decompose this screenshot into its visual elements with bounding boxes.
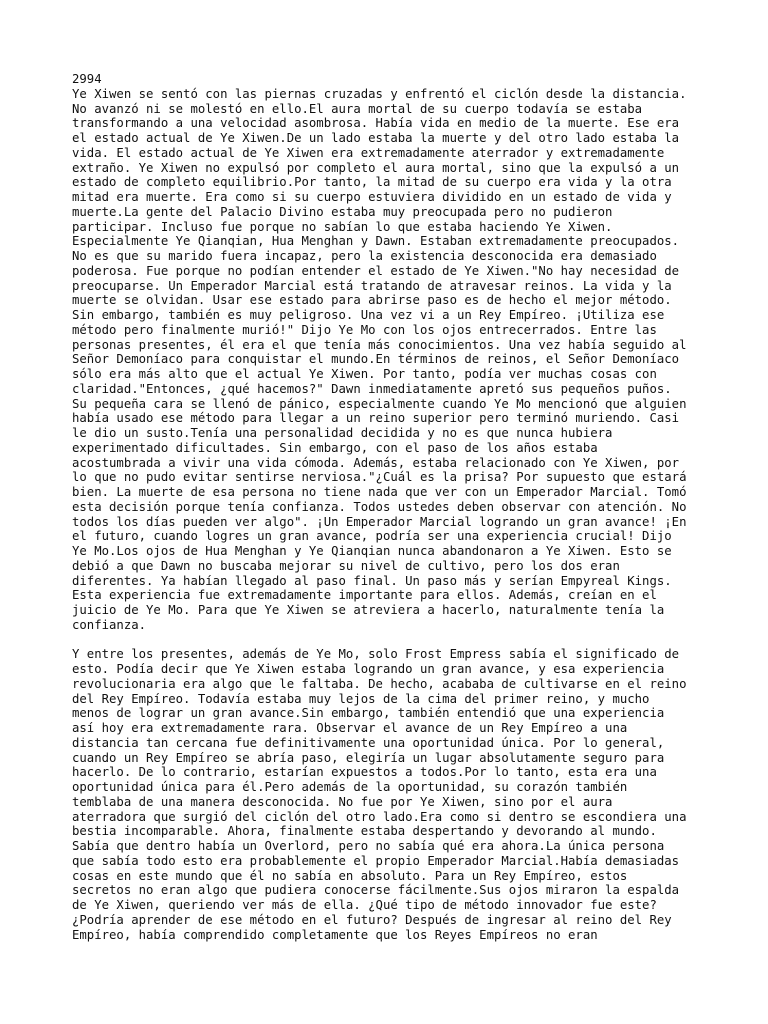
paragraph-spacer [72, 633, 712, 648]
text-line: había usado ese método para llegar a un reino superior pero terminó muriendo. Casi [72, 411, 680, 426]
text-line: ¿Podría aprender de ese método en el futuro? Después de ingresar al reino del Rey [72, 912, 672, 927]
text-line: muerte.La gente del Palacio Divino estaba muy preocupada pero no pudieron [72, 204, 613, 219]
text-line: vida. El estado actual de Ye Xiwen era extremadamente aterrador y extremadamente [72, 145, 665, 160]
text-line: que sabía todo esto era probablemente el propio Emperador Marcial.Había demasiadas [72, 853, 680, 868]
text-line: Especialmente Ye Qianqian, Hua Menghan y Dawn. Estaban extremadamente preocupados. [72, 234, 680, 249]
text-line: muerte se olvidan. Usar ese estado para abrirse paso es de hecho el mejor método. [72, 293, 672, 308]
text-line: debió a que Dawn no buscaba mejorar su nivel de cultivo, pero los dos eran [72, 558, 620, 573]
text-line: cuando un Rey Empíreo se abría paso, elegiría un lugar absolutamente seguro para [72, 750, 665, 765]
text-line: distancia tan cercana fue definitivamente una oportunidad única. Por lo general, [72, 735, 665, 750]
text-line: personas presentes, él era el que tenía más conocimientos. Una vez había seguido al [72, 337, 687, 352]
text-line: esta decisión porque tenía confianza. Todos ustedes deben observar con atención. No [72, 499, 687, 514]
text-line: Empíreo, había comprendido completamente que los Reyes Empíreos no eran [72, 927, 598, 942]
text-line: revolucionaria era algo que le faltaba. De hecho, acababa de cultivarse en el reino [72, 676, 687, 691]
text-line: del Rey Empíreo. Todavía estaba muy lejos de la cima del primer reino, y mucho [72, 691, 650, 706]
page-number: 2994 [72, 72, 102, 86]
text-line: experimentado dificultades. Sin embargo, con el paso de los años estaba [72, 440, 598, 455]
text-line: Esta experiencia fue extremadamente importante para ellos. Además, creían en el [72, 588, 657, 603]
text-line: esto. Podía decir que Ye Xiwen estaba logrando un gran avance, y esa experiencia [72, 662, 665, 676]
text-line: No avanzó ni se molestó en ello.El aura mortal de su cuerpo todavía se estaba [72, 101, 643, 116]
text-line: lo que no pudo evitar sentirse nerviosa."¿Cuál es la prisa? Por supuesto que estará [72, 470, 687, 485]
text-line: bien. La muerte de esa persona no tiene nada que ver con un Emperador Marcial. Tomó [72, 485, 687, 499]
text-line: temblaba de una manera desconocida. No fue por Ye Xiwen, sino por el aura [72, 794, 613, 809]
text-line: claridad."Entonces, ¿qué hacemos?" Dawn inmediatamente apretó sus pequeños puños. [72, 381, 672, 396]
text-line: método pero finalmente murió!" Dijo Ye Mo con los ojos entrecerrados. Entre las [72, 322, 657, 337]
text-line: cosas en este mundo que él no sabía en absoluto. Para un Rey Empíreo, estos [72, 868, 628, 883]
document-body [72, 87, 712, 943]
text-line: extraño. Ye Xiwen no expulsó por completo el aura mortal, sino que la expulsó a un [72, 160, 680, 175]
text-line: juicio de Ye Mo. Para que Ye Xiwen se atreviera a hacerlo, naturalmente tenía la [72, 603, 665, 617]
text-line: así hoy era extremadamente rara. Observar el avance de un Rey Empíreo a una [72, 721, 628, 735]
text-line: acostumbrada a vivir una vida cómoda. Además, estaba relacionado con Ye Xiwen, por [72, 455, 680, 470]
paragraph [72, 87, 712, 633]
text-line: Ye Mo.Los ojos de Hua Menghan y Ye Qianqian nunca abandonaron a Ye Xiwen. Esto se [72, 544, 672, 558]
text-line: diferentes. Ya habían llegado al paso final. Un paso más y serían Empyreal Kings. [72, 573, 672, 588]
text-line: le dio un susto.Tenía una personalidad decidida y no es que nunca hubiera [72, 426, 613, 440]
text-line: estado de completo equilibrio.Por tanto, la mitad de su cuerpo era vida y la otra [72, 175, 672, 190]
document-page [72, 72, 712, 942]
text-line: todos los días pueden ver algo". ¡Un Emperador Marcial logrando un gran avance! ¡En [72, 514, 687, 529]
text-line: el futuro, cuando logres un gran avance, podría ser una experiencia crucial! Dijo [72, 529, 672, 544]
text-line: Sin embargo, también es muy peligroso. Una vez vi a un Rey Empíreo. ¡Utiliza ese [72, 308, 665, 322]
text-line: menos de lograr un gran avance.Sin embargo, también entendió que una experiencia [72, 706, 665, 721]
text-line: secretos no eran algo que pudiera conocerse fácilmente.Sus ojos miraron la espalda [72, 883, 680, 898]
text-line: oportunidad única para él.Pero además de la oportunidad, su corazón también [72, 780, 628, 794]
text-line: No es que su marido fuera incapaz, pero la existencia desconocida era demasiado [72, 249, 657, 263]
text-line: Sabía que dentro había un Overlord, pero no sabía qué era ahora.La única persona [72, 839, 665, 853]
text-line: aterradora que surgió del ciclón del otro lado.Era como si dentro se escondiera una [72, 809, 687, 824]
text-line: preocuparse. Un Emperador Marcial está tratando de atravesar reinos. La vida y la [72, 278, 672, 293]
text-line: Su pequeña cara se llenó de pánico, especialmente cuando Ye Mo mencionó que alguien [72, 396, 687, 411]
text-line: Señor Demoníaco para conquistar el mundo.En términos de reinos, el Señor Demoníaco [72, 352, 680, 367]
text-line: sólo era más alto que el actual Ye Xiwen. Por tanto, podía ver muchas cosas con [72, 367, 657, 381]
text-line: de Ye Xiwen, queriendo ver más de ella. ¿Qué tipo de método innovador fue este? [72, 898, 657, 912]
text-line: confianza. [72, 617, 147, 632]
text-line: participar. Incluso fue porque no sabían lo que estaba haciendo Ye Xiwen. [72, 219, 613, 234]
text-line: Ye Xiwen se sentó con las piernas cruzadas y enfrentó el ciclón desde la distancia. [72, 86, 687, 101]
text-line: poderosa. Fue porque no podían entender el estado de Ye Xiwen."No hay necesidad de [72, 263, 680, 278]
text-line: Y entre los presentes, además de Ye Mo, solo Frost Empress sabía el significado de [72, 647, 680, 662]
text-line: el estado actual de Ye Xiwen.De un lado estaba la muerte y del otro lado estaba la [72, 131, 680, 145]
text-line: mitad era muerte. Era como si su cuerpo estuviera dividido en un estado de vida y [72, 190, 672, 204]
text-line: transformando a una velocidad asombrosa. Había vida en medio de la muerte. Ese era [72, 116, 680, 131]
paragraph [72, 647, 712, 942]
text-line: bestia incomparable. Ahora, finalmente estaba despertando y devorando al mundo. [72, 824, 657, 839]
text-line: hacerlo. De lo contrario, estarían expuestos a todos.Por lo tanto, esta era una [72, 765, 657, 780]
